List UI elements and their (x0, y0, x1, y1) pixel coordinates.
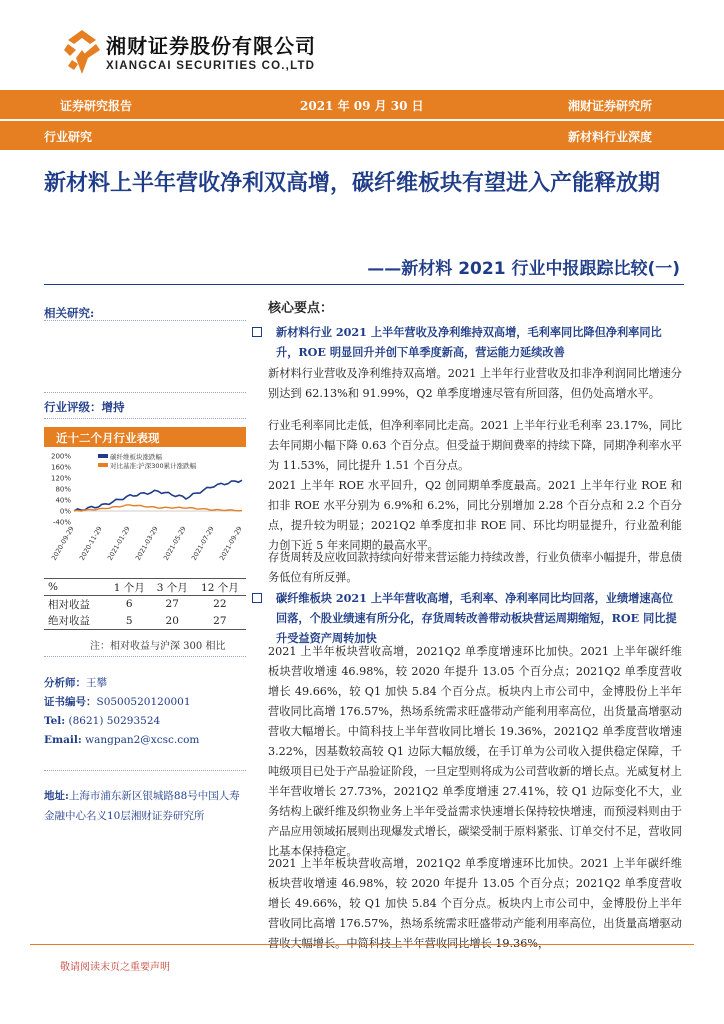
divider (44, 770, 246, 771)
report-subtitle: ——新材料 2021 行业中报跟踪比较(一) (367, 259, 680, 279)
y-tick-label: 200% (50, 452, 71, 461)
related-research-label: 相关研究: (44, 306, 95, 320)
table-cell: 6 (125, 598, 133, 611)
checkbox-bullet-icon (252, 327, 262, 337)
x-tick-label: 2021-09-29 (217, 525, 244, 562)
footer-divider (30, 944, 694, 945)
tel-number: (8621) 50293524 (68, 715, 161, 727)
table-header: 3 个月 (151, 579, 194, 596)
report-depth: 新材料行业深度 (568, 130, 653, 144)
key-point-1 (252, 322, 684, 362)
cert-number: S0500520120001 (96, 696, 191, 708)
rating-value: 增持 (101, 400, 125, 414)
table-row (44, 596, 246, 613)
table-header-row (44, 579, 246, 596)
header-band-top (0, 90, 724, 119)
table-cell: 27 (165, 598, 179, 611)
x-tick-label: 2021-05-29 (161, 525, 188, 562)
paragraph: 存货周转及应收回款持续向好带来营运能力持续改善，行业负债率小幅提升，带息债务低位有所反弹。 (268, 551, 682, 584)
address-label: 地址: (44, 790, 69, 802)
performance-table (44, 578, 246, 630)
checkbox-bullet-icon (252, 593, 262, 603)
x-tick-label: 2021-07-29 (189, 525, 216, 562)
table-cell: 27 (194, 613, 246, 630)
email-label: Email: (44, 734, 82, 746)
institute: 湘财证券研究所 (568, 99, 653, 113)
x-tick-label: 2021-01-29 (105, 525, 132, 562)
core-points-heading: 核心要点： (268, 301, 334, 316)
report-title: 新材料上半年营收净利双高增，碳纤维板块有望进入产能释放期 (44, 171, 661, 196)
email-link[interactable]: wangpan2@xcsc.com (85, 734, 200, 746)
y-tick-label: 80% (55, 485, 71, 494)
x-tick-label: 2020-09-29 (49, 525, 76, 562)
table-cell: 5 (108, 613, 151, 630)
paragraph: 新材料行业营收及净利维持双高增。2021 上半年行业营收及扣非净利润同比增速分别达到 62.13%和 91.99%，Q2 单季度增速尽管有所回落，但仍处高增水平。 (268, 367, 682, 400)
table-header: % (44, 579, 108, 596)
industry-rating (44, 399, 246, 415)
title-divider (44, 284, 684, 285)
performance-chart (44, 450, 246, 572)
y-tick-label: 0% (59, 507, 71, 516)
tel-label: Tel: (44, 715, 66, 727)
y-tick-label: 40% (55, 496, 71, 505)
table-note: 注：相对收益与沪深 300 相比 (90, 641, 226, 652)
paragraph: 行业毛利率同比走低，但净利率同比走高。2021 上半年行业毛利率 23.17%，同比去年同期小幅下降 0.63 个百分点。但受益于期间费率的持续下降，同期净利率水平为 11.53%，同比提升 1.51 个百分点。 (268, 419, 682, 472)
analyst-name-label: 分析师： (44, 677, 86, 689)
divider (44, 392, 246, 393)
legend-label-benchmark: 对比基准:沪深300累计涨跌幅 (110, 462, 197, 470)
key-point-2 (252, 588, 684, 648)
legend-swatch-benchmark (98, 463, 108, 467)
cert-label: 证书编号： (44, 696, 97, 708)
header-band-bottom (0, 121, 724, 150)
table-header: 1 个月 (108, 579, 151, 596)
table-cell: 22 (213, 598, 227, 611)
analyst-name: 王攀 (86, 677, 107, 689)
y-tick-label: -40% (52, 518, 71, 527)
chart-legend (98, 452, 197, 470)
divider (44, 418, 246, 419)
series-line-sector (74, 480, 242, 511)
x-tick-label: 2020-11-29 (77, 525, 104, 562)
table-header: 12 个月 (194, 579, 246, 596)
footer-disclaimer: 敬请阅读末页之重要声明 (60, 962, 170, 973)
analyst-info (44, 674, 246, 750)
paragraph: 2021 上半年 ROE 水平回升，Q2 创同期单季度最高。2021 上半年行业 ROE 和扣非 ROE 水平分别为 6.9%和 6.2%，同比分别增加 2.28 个百分点和 2.2 个百分点，提升较为明显；2021Q2 单季度扣非 ROE 同、环比均明显提升，行业盈利能力创下近 5 年来同期的最高水平。 (268, 479, 682, 552)
company-name-cn: 湘财证券股份有限公司 (106, 34, 316, 58)
key-point-text: 碳纤维板块 2021 上半年营收高增，毛利率、净利率同比均回落，业绩增速高位回落，个股业绩速有所分化，存货周转改善带动板块营运周期缩短，ROE 同比提升受益资产周转加快 (276, 591, 677, 645)
address-text: 上海市浦东新区银城路88号中国人寿金融中心名义10层湘财证券研究所 (44, 790, 240, 822)
x-tick-label: 2021-03-29 (133, 525, 160, 562)
divider (44, 320, 246, 321)
company-logo (62, 28, 102, 76)
table-row (44, 613, 246, 630)
table-cell: 20 (151, 613, 194, 630)
y-tick-label: 120% (50, 474, 71, 483)
paragraph: 2021 上半年板块营收高增，2021Q2 单季度增速环比加快。2021 上半年碳纤维板块营收增速 46.98%，较 2020 年提升 13.05 个百分点；2021Q2 单季度营收增长 49.66%，较 Q1 加快 5.84 个百分点。板块内上市公司中，金博股份上半年营收同比高增 176.57%，热场系统需求旺盛带动产能利用率高位，出货量高增驱动营收大幅增长。中简科技上半年营收同比增长 19.36%， (268, 857, 682, 950)
divider (44, 656, 246, 657)
report-date: 2021 年 09 月 30 日 (300, 99, 424, 113)
row-label: 绝对收益 (44, 613, 108, 630)
performance-title: 近十二个月行业表现 (44, 427, 246, 447)
legend-label-sector: 碳纤维板块涨跌幅 (110, 453, 162, 461)
paragraph: 2021 上半年板块营收高增，2021Q2 单季度增速环比加快。2021 上半年碳纤维板块营收增速 46.98%，较 2020 年提升 13.05 个百分点；2021Q2 单季度营收增长 49.66%，较 Q1 加快 5.84 个百分点。板块内上市公司中，金博股份上半年营收同比高增 176.57%，热场系统需求旺盛带动产能利用率高位，出货量高增驱动营收大幅增长。中简科技上半年营收同比增长 19.36%，2021Q2 单季度营收增速 3.22%，因基数较高较 Q1 边际大幅放缓，在手订单为公司收入提供稳定保障，千吨级项目已处于产品验证阶段，一旦定型则将成为公司营收新的增长点。光威复材上半年营收增长 27.73%，2021Q2 单季度增速 27.41%，较 Q1 边际变化不大，业务结构上碳纤维及织物业务上半年受益需求快速增长保持较快增速，而预浸料则由于产品应用领域拓展则出现爆发式增长，碳梁受制于原料紧张、订单交付不足，营收同比基本保持稳定。 (268, 645, 682, 858)
key-point-text: 新材料行业 2021 上半年营收及净利维持双高增，毛利率同比降但净利率同比升，ROE 明显回升并创下单季度新高，营运能力延续改善 (276, 325, 662, 359)
report-category: 行业研究 (44, 130, 93, 144)
address (44, 786, 244, 826)
rating-label: 行业评级： (44, 400, 102, 414)
row-label: 相对收益 (48, 598, 90, 611)
y-tick-label: 160% (50, 463, 71, 472)
company-name-en: XIANGCAI SECURITIES CO.,LTD (106, 60, 316, 72)
report-type: 证券研究报告 (60, 99, 133, 113)
legend-swatch-sector (98, 454, 108, 458)
